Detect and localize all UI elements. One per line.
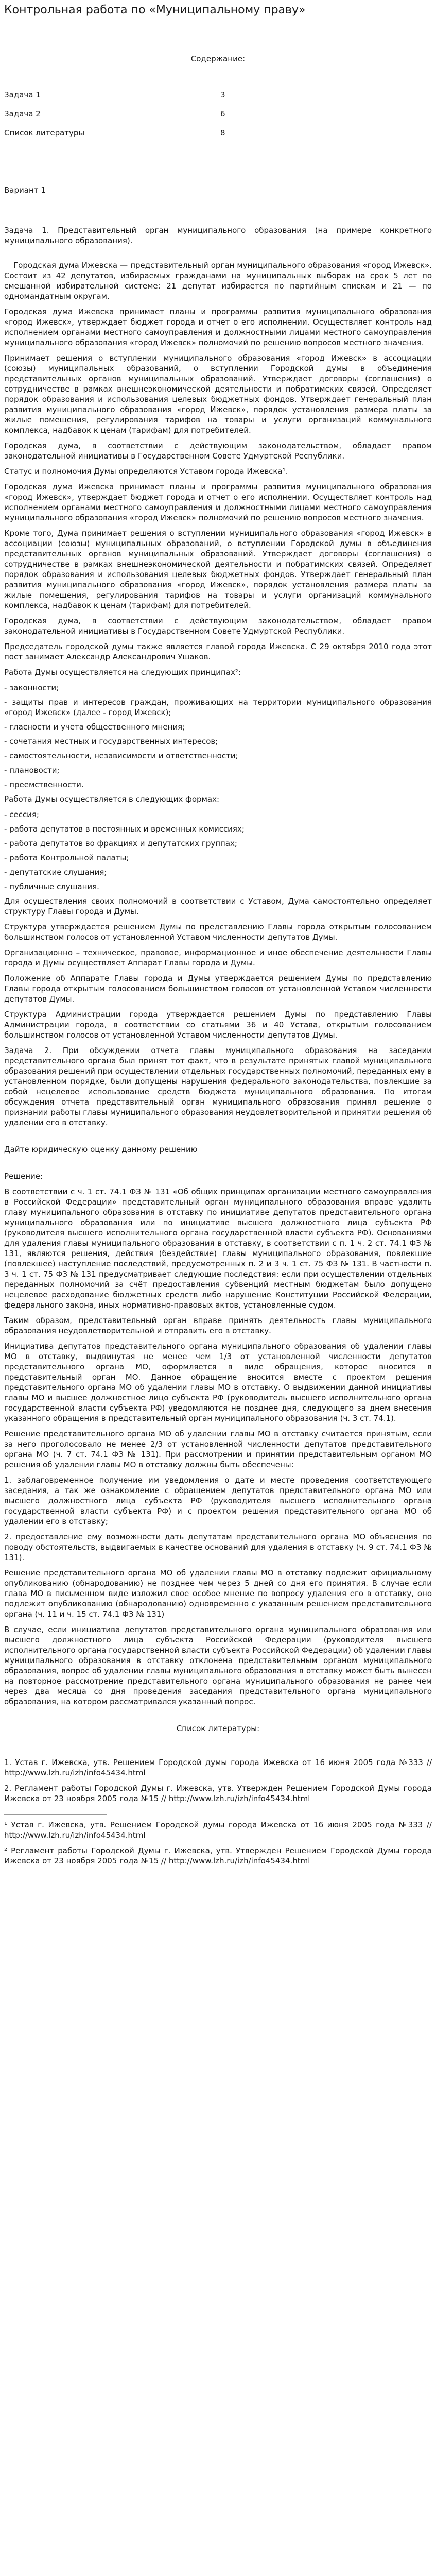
list-item: - сочетания местных и государственных интересов; [4, 737, 218, 746]
paragraph: Таким образом, представительный орган вправе принять деятельность главы муниципального образования неудовлетворительной и отправить его в отставку. [4, 1316, 432, 1335]
paragraph: Положение об Аппарате Главы города и Думы утверждается решением Думы по представлению Главы города открытым голосованием большинством голосов от установленной Уставом численности депутатов Думы. [4, 974, 432, 1004]
footnote-divider [4, 1814, 107, 1815]
task-2-question: Дайте юридическую оценку данному решению [4, 1145, 198, 1154]
list-item: - сессия; [4, 810, 39, 819]
footnote: ² Регламент работы Городской Думы г. Ижевска, утв. Утвержден Решением Городской Думы города Ижевска от 23 ноября 2005 года №15 // http://www.lzh.ru/izh/info45434.html [4, 1846, 432, 1866]
solution-label: Решение: [4, 1172, 43, 1181]
paragraph: 1. заблаговременное получение им уведомления о дате и месте проведения соответствующего заседания, а так же ознакомление с обращением депутатов представительного органа МО или высшего должностного лица субъекта РФ (руководителя высшего исполнительного органа государственной власти субъекта РФ) и с проектом решения представительного органа МО об удалении его в отставку; [4, 1476, 432, 1526]
toc-label: Список литературы [4, 128, 85, 138]
task-2-heading: Задача 2. При обсуждении отчета главы муниципального образования на заседании представительного органа был принят тот факт, что в результате принятых главой муниципального образования решений при осуществлении отдельных государственных полномочий, переданных ему в установленном порядке, были допущены нарушения федерального законодательства, повлекшие за собой нецелевое использование средств бюджета муниципального образования. По итогам обсуждения отчета представительный орган муниципального образования принял решение о признании работы главы муниципального образования неудовлетворительной и принятии решения об удалении его в отставку. [4, 1046, 432, 1127]
list-item: - публичные слушания. [4, 882, 99, 891]
literature-heading: Список литературы: [176, 1724, 260, 1733]
paragraph: Городская дума Ижевска принимает планы и программы развития муниципального образования «город Ижевск», утверждает бюджет города и отчет о его исполнении. Осуществляет контроль над исполнением органами местного самоуправления и должностными лицами местного самоуправления муниципального образования «город Ижевск» полномочий по решению вопросов местного значения. [4, 307, 432, 347]
paragraph: Принимает решения о вступлении муниципального образования «город Ижевск» в ассоциации (союзы) муниципальных образований, о вступлении Городской думы в объединения представительных органов муниципальных образований. Утверждает договоры (соглашения) о сотрудничестве в рамках внешнеэкономической деятельности и побратимских связей. Определяет порядок образования и использования целевых бюджетных фондов. Утверждает генеральный план развития муниципального образования «город Ижевск», порядок установления размера платы за жилые помещения, регулирования тарифов на товары и услуги организаций коммунального комплекса, надбавок к ценам (тарифам) для потребителей. [4, 353, 432, 435]
spacer [4, 1712, 432, 1723]
list-item: - гласности и учета общественного мнения; [4, 722, 185, 732]
toc-label: Задача 2 [4, 109, 41, 118]
paragraph: В случае, если инициатива депутатов представительного органа муниципального образования или высшего должностного лица субъекта Российской Федерации (руководителя высшего исполнительного органа государственной власти субъекта Российской Федерации) об удалении главы муниципального образования в отставку отклонена представительным органом муниципального образования, вопрос об удалении главы муниципального образования в отставку может быть вынесен на повторное рассмотрение представительного органа муниципального образования не ранее чем через два месяца со дня проведения заседания представительного органа муниципального образования, на котором рассматривался указанный вопрос. [4, 1625, 432, 1706]
paragraph: Работа Думы осуществляется в следующих формах: [4, 794, 220, 804]
paragraph: Городская дума Ижевска принимает планы и программы развития муниципального образования «город Ижевск», утверждает бюджет города и отчет о его исполнении. Осуществляет контроль над исполнением органами местного самоуправления и должностными лицами местного самоуправления муниципального образования «город Ижевск» полномочий по решению вопросов местного значения. [4, 482, 432, 522]
paragraph: Городская дума, в соответствии с действующим законодательством, обладает правом законодательной инициативы в Государственном Совете Удмуртской Республики. [4, 441, 432, 461]
paragraph: Структура утверждается решением Думы по представлению Главы города открытым голосованием большинством голосов от установленной Уставом численности депутатов Думы. [4, 922, 432, 942]
list-item: - законности; [4, 683, 59, 692]
paragraph: Инициатива депутатов представительного органа муниципального образования об удалении главы МО в отставку, выдвинутая не менее чем 1/3 от установленной численности депутатов представительного органа МО, оформляется в виде обращения, которое вносится в представительный орган МО. Данное обращение вносится вместе с проектом решения представительного органа МО об удалении главы МО в отставку. О выдвижении данной инициативы главы МО и высшее должностное лицо субъекта РФ (руководитель высшего исполнительного органа государственной власти субъекта РФ) уведомляются не позднее дня, следующего за днем внесения указанного обращения в представительный орган муниципального образования (ч. 3 ст. 74.1). [4, 1342, 432, 1423]
toc-heading: Содержание: [190, 54, 246, 63]
list-item: - плановости; [4, 766, 60, 775]
paragraph: Решение представительного органа МО об удалении главы МО в отставку считается принятым, если за него проголосовало не менее 2/3 от установленной численности депутатов представительного органа МО (ч. 7 ст. 74.1 ФЗ № 131). При рассмотрении и принятии представительным органом МО решения об удалении главы МО в отставку должны быть обеспечены: [4, 1429, 432, 1469]
paragraph: Городская дума Ижевска — представительный орган муниципального образования «город Ижевск». Состоит из 42 депутатов, избираемых гражданами на муниципальных выборах на срок 5 лет по смешанной избирательной системе: 21 депутат избирается по партийным спискам и 21 — по одномандатным округам. [4, 261, 432, 301]
toc-page: 3 [220, 90, 225, 99]
table-of-contents [4, 90, 432, 147]
paragraph: Городская дума, в соответствии с действующим законодательством, обладает правом законодательной инициативы в Государственном Совете Удмуртской Республики. [4, 616, 432, 636]
toc-label: Задача 1 [4, 90, 41, 99]
document-title: Контрольная работа по «Муниципальному праву» [4, 4, 306, 16]
paragraph: Решение представительного органа МО об удалении главы МО в отставку подлежит официальному опубликованию (обнародованию) не позднее чем через 5 дней со дня его принятия. В случае если глава МО в письменном виде изложил свое особое мнение по вопросу удаления его в отставку, оно подлежит опубликованию (обнародованию) одновременно с указанным решением представительного органа (ч. 11 и ч. 15 ст. 74.1 ФЗ № 131) [4, 1568, 432, 1619]
toc-row[interactable] [4, 128, 432, 147]
toc-row[interactable] [4, 90, 432, 109]
list-item: - преемственности. [4, 780, 84, 789]
toc-row[interactable] [4, 109, 432, 128]
toc-page: 8 [220, 128, 225, 138]
paragraph: Для осуществления своих полномочий в соответствии с Уставом, Дума самостоятельно определяет структуру Главы города и Думы. [4, 896, 432, 916]
literature-item: 2. Регламент работы Городской Думы г. Ижевска, утв. Утвержден Решением Городской Думы города Ижевска от 23 ноября 2005 года №15 // http://www.lzh.ru/izh/info45434.html [4, 1784, 432, 1803]
paragraph: В соответствии с ч. 1 ст. 74.1 ФЗ № 131 «Об общих принципах организации местного самоуправления в Российской Федерации» представительный орган муниципального образования вправе удалить главу муниципального образования в отставку по инициативе депутатов представительного органа муниципального образования или по инициативе высшего должностного лица субъекта РФ (руководителя высшего исполнительного органа государственной власти субъекта РФ). Основаниями для удаления главы муниципального образования в отставку, в соответствии с п. 1 ч. 2 ст. 74.1 ФЗ № 131, являются решения, действия (бездействие) главы муниципального образования, повлекшие (повлекшее) наступление последствий, предусмотренных п. 2 и 3 ч. 1 ст. 75 ФЗ № 131. В частности п. 3 ч. 1 ст. 75 ФЗ № 131 предусматривает следующие последствия: если при осуществлении отдельных переданных полномочий за счёт предоставления субвенций местным бюджетам было допущено нецелевое расходование бюджетных средств либо нарушение Конституции Российской Федерации, федерального закона, иных нормативно-правовых актов, установленные судом. [4, 1187, 432, 1310]
paragraph: Работа Думы осуществляется на следующих принципах²: [4, 668, 241, 677]
literature-item: 1. Устав г. Ижевска, утв. Решением Городской думы города Ижевска от 16 июня 2005 года №333 // http://www.lzh.ru/izh/info45434.html [4, 1758, 432, 1777]
list-item: - самостоятельности, независимости и ответственности; [4, 751, 238, 760]
spacer [4, 1160, 432, 1171]
spacer [4, 1133, 432, 1144]
spacer [4, 1746, 432, 1757]
paragraph: Статус и полномочия Думы определяются Уставом города Ижевска¹. [4, 467, 288, 476]
list-item: - депутатские слушания; [4, 868, 107, 877]
list-item: - работа депутатов в постоянных и временных комиссиях; [4, 824, 245, 834]
paragraph: Организационно – техническое, правовое, информационное и иное обеспечение деятельности Главы города и Думы осуществляет Аппарат Главы города и Думы. [4, 948, 432, 968]
footnote: ¹ Устав г. Ижевска, утв. Решением Городской думы города Ижевска от 16 июня 2005 года №333 // http://www.lzh.ru/izh/info45434.html [4, 1820, 432, 1840]
list-item: - работа депутатов во фракциях и депутатских группах; [4, 839, 237, 848]
list-item: - защиты прав и интересов граждан, проживающих на территории муниципального образования «город Ижевск» (далее - город Ижевск); [4, 698, 432, 717]
task-1-heading: Задача 1. Представительный орган муниципального образования (на примере конкретного муниципального образования). [4, 226, 432, 245]
paragraph: 2. предоставление ему возможности дать депутатам представительного органа МО объяснения по поводу обстоятельств, выдвигаемых в качестве оснований для удаления в отставку (ч. 9 ст. 74.1 ФЗ № 131). [4, 1532, 432, 1562]
paragraph: Председатель городской думы также является главой города Ижевска. С 29 октября 2010 года этот пост занимает Александр Александрович Ушаков. [4, 642, 432, 662]
variant-heading: Вариант 1 [4, 185, 46, 195]
paragraph: Кроме того, Дума принимает решения о вступлении муниципального образования «город Ижевск» в ассоциации (союзы) муниципальных образований, о вступлении Городской думы в объединения представительных органов муниципальных образований. Утверждает договоры (соглашения) о сотрудничестве в рамках внешнеэкономической деятельности и побратимских связей. Определяет порядок образования и использования целевых бюджетных фондов. Утверждает генеральный план развития муниципального образования «город Ижевск», порядок установления размера платы за жилые помещения, регулирования тарифов на товары и услуги организаций коммунального комплекса, надбавок к ценам (тарифам) для потребителей. [4, 529, 432, 610]
list-item: - работа Контрольной палаты; [4, 853, 129, 862]
toc-page: 6 [220, 109, 225, 118]
paragraph: Структура Администрации города утверждается решением Думы по представлению Главы Администрации города, в соответствии со статьями 36 и 40 Устава, открытым голосованием большинством голосов от установленной Уставом численности депутатов Думы. [4, 1010, 432, 1040]
